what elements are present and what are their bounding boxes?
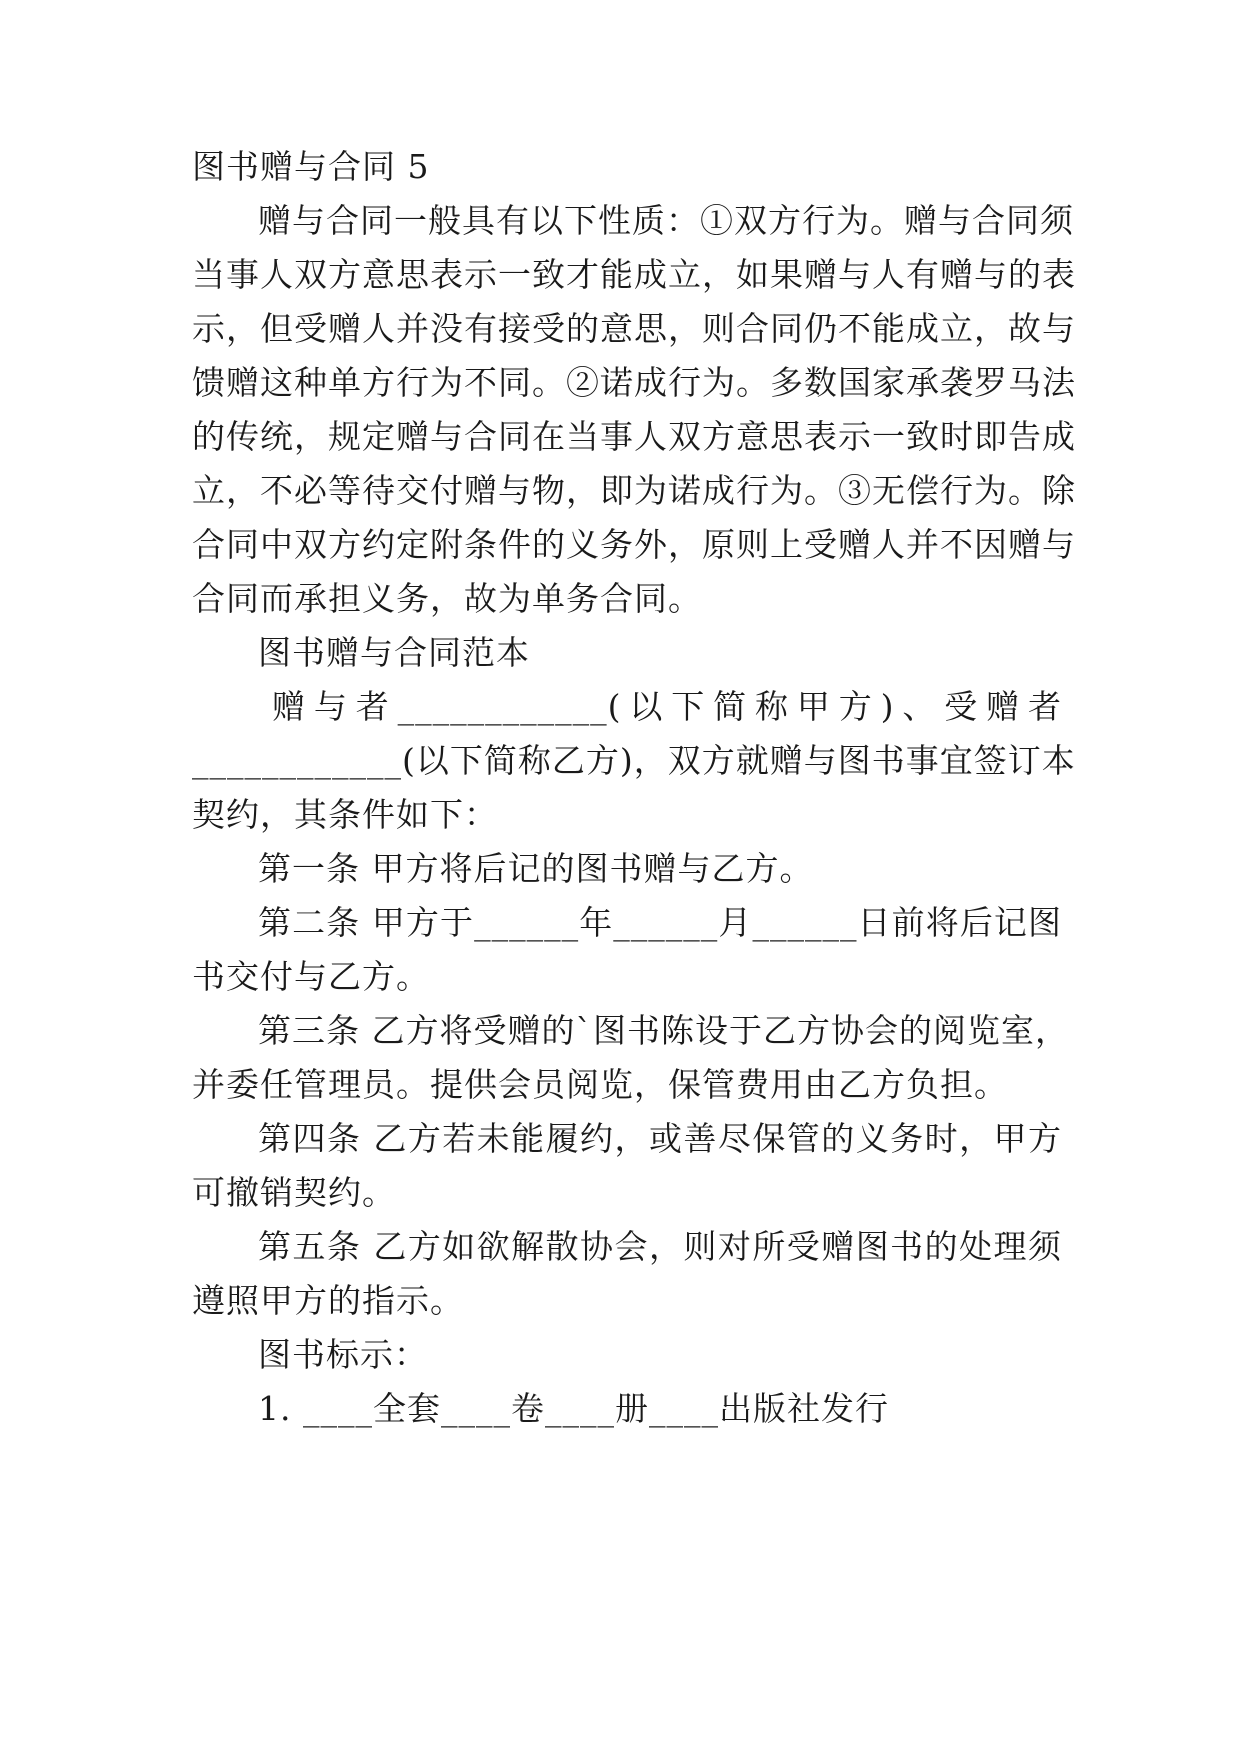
paragraph-line: 示，但受赠人并没有接受的意思，则合同仍不能成立，故与 — [192, 309, 1076, 348]
section-heading: 图书标示： — [258, 1335, 428, 1374]
paragraph-line: 合同中双方约定附条件的义务外，原则上受赠人并不因赠与 — [192, 525, 1076, 564]
paragraph-line: 当事人双方意思表示一致才能成立，如果赠与人有赠与的表 — [192, 255, 1076, 294]
paragraph-line: 契约，其条件如下： — [192, 795, 498, 834]
document-title: 图书赠与合同 5 — [192, 147, 430, 186]
paragraph-line: 赠与合同一般具有以下性质：①双方行为。赠与合同须 — [258, 201, 1074, 240]
clause-line: 第二条 甲方于______年______月______日前将后记图 — [258, 903, 1062, 942]
section-heading: 图书赠与合同范本 — [258, 633, 530, 672]
clause-line: 书交付与乙方。 — [192, 957, 430, 996]
paragraph-line: 的传统，规定赠与合同在当事人双方意思表示一致时即告成 — [192, 417, 1076, 456]
clause-line: 第五条 乙方如欲解散协会，则对所受赠图书的处理须 — [258, 1227, 1062, 1266]
paragraph-line: 立，不必等待交付赠与物，即为诺成行为。③无偿行为。除 — [192, 471, 1076, 510]
paragraph-line: 馈赠这种单方行为不同。②诺成行为。多数国家承袭罗马法 — [192, 363, 1076, 402]
clause-line: 第一条 甲方将后记的图书赠与乙方。 — [258, 849, 814, 888]
paragraph-line: ____________(以下简称乙方)，双方就赠与图书事宜签订本 — [192, 741, 1076, 780]
clause-line: 遵照甲方的指示。 — [192, 1281, 464, 1320]
clause-line: 第四条 乙方若未能履约，或善尽保管的义务时，甲方 — [258, 1119, 1062, 1158]
clause-line: 第三条 乙方将受赠的`图书陈设于乙方协会的阅览室， — [258, 1011, 1069, 1050]
paragraph-line: 合同而承担义务，故为单务合同。 — [192, 579, 702, 618]
paragraph-line: 赠与者____________(以下简称甲方)、受赠者 — [272, 687, 1062, 726]
clause-line: 并委任管理员。提供会员阅览，保管费用由乙方负担。 — [192, 1065, 1008, 1104]
clause-line: 可撤销契约。 — [192, 1173, 396, 1212]
list-item: 1. ____全套____卷____册____出版社发行 — [258, 1389, 889, 1428]
